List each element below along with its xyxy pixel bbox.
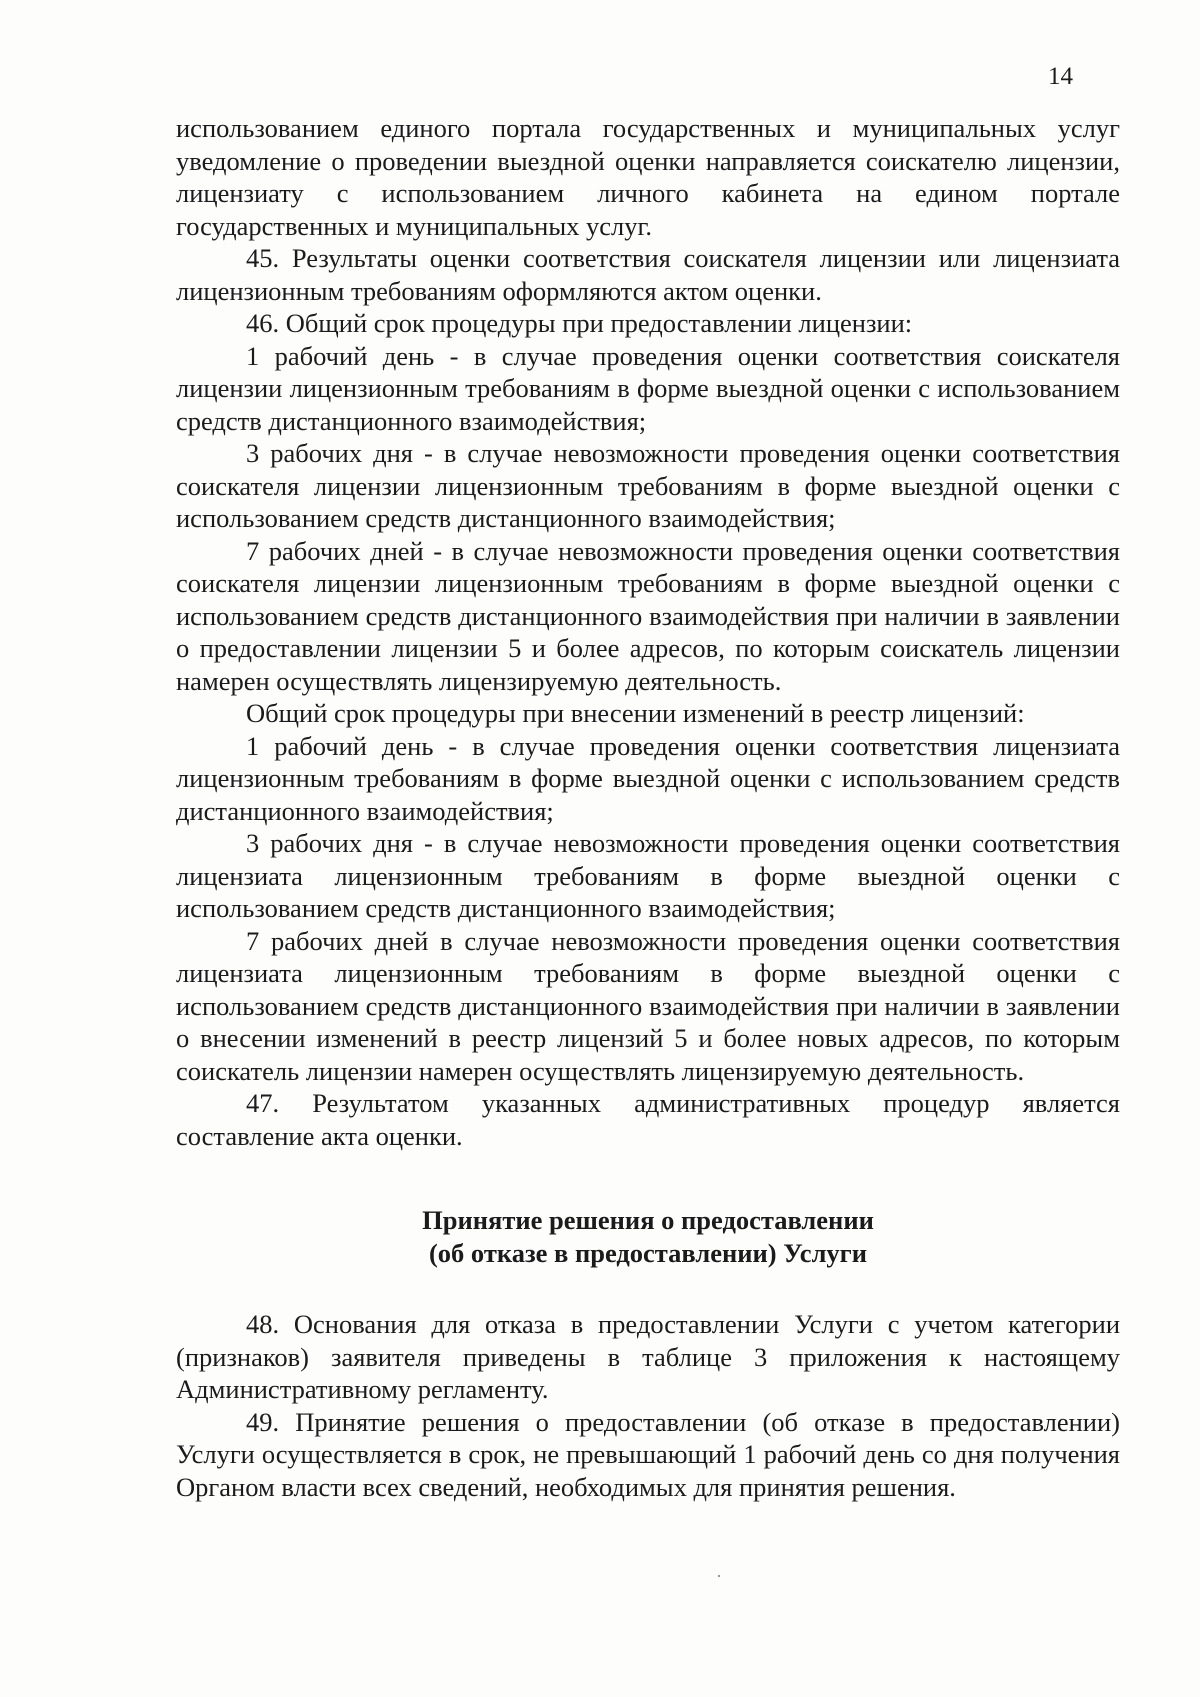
paragraph: 45. Результаты оценки соответствия соискателя лицензии или лицензиата лицензионным требованиям оформляются актом оценки. — [176, 243, 1120, 306]
page-number: 14 — [1048, 63, 1073, 90]
paragraph: 7 рабочих дней - в случае невозможности проведения оценки соответствия соискателя лицензии лицензионным требованиям в форме выездной оценки с использованием средств дистанционного взаимодействия при наличии в заявлении о предоставлении лицензии 5 и более адресов, по которым соискатель лицензии намерен осуществлять лицензируемую деятельность. — [176, 535, 1120, 696]
paragraph: 3 рабочих дня - в случае невозможности проведения оценки соответствия соискателя лицензии лицензионным требованиям в форме выездной оценки с использованием средств дистанционного взаимодействия; — [176, 438, 1120, 533]
paragraphs-after-heading — [176, 1308, 1120, 1503]
paragraphs-before-heading — [176, 112, 1120, 1152]
paragraph: 49. Принятие решения о предоставлении (об отказе в предоставлении) Услуги осуществляется в срок, не превышающий 1 рабочий день со дня получения Органом власти всех сведений, необходимых для принятия решения. — [176, 1406, 1120, 1502]
paragraph: 47. Результатом указанных административных процедур является составление акта оценки. — [176, 1088, 1120, 1151]
paragraph: 1 рабочий день - в случае проведения оценки соответствия соискателя лицензии лицензионным требованиям в форме выездной оценки с использованием средств дистанционного взаимодействия; — [176, 340, 1120, 436]
paragraph: использованием единого портала государственных и муниципальных услуг уведомление о проведении выездной оценки направляется соискателю лицензии, лицензиату с использованием личного кабинета на едином портале государственных и муниципальных услуг. — [176, 113, 1120, 241]
section-heading-line: Принятие решения о предоставлении — [422, 1205, 874, 1235]
paragraph: 7 рабочих дней в случае невозможности проведения оценки соответствия лицензиата лицензионным требованиям в форме выездной оценки с использованием средств дистанционного взаимодействия при наличии в заявлении о внесении изменений в реестр лицензий 5 и более новых адресов, по которым соискатель лицензии намерен осуществлять лицензируемую деятельность. — [176, 925, 1120, 1086]
paragraph: 1 рабочий день - в случае проведения оценки соответствия лицензиата лицензионным требованиям в форме выездной оценки с использованием средств дистанционного взаимодействия; — [176, 730, 1120, 826]
paragraph: 48. Основания для отказа в предоставлении Услуги с учетом категории (признаков) заявителя приведены в таблице 3 приложения к настоящему Административному регламенту. — [176, 1309, 1120, 1404]
scan-speck — [718, 1575, 720, 1577]
section-heading-line: (об отказе в предоставлении) Услуги — [428, 1238, 867, 1268]
document-body — [176, 112, 1120, 1503]
section-heading — [176, 1204, 1120, 1270]
paragraph: 3 рабочих дня - в случае невозможности проведения оценки соответствия лицензиата лицензионным требованиям в форме выездной оценки с использованием средств дистанционного взаимодействия; — [176, 828, 1120, 923]
paragraph: 46. Общий срок процедуры при предоставлении лицензии: — [246, 308, 913, 338]
paragraph: Общий срок процедуры при внесении изменений в реестр лицензий: — [246, 698, 1025, 728]
